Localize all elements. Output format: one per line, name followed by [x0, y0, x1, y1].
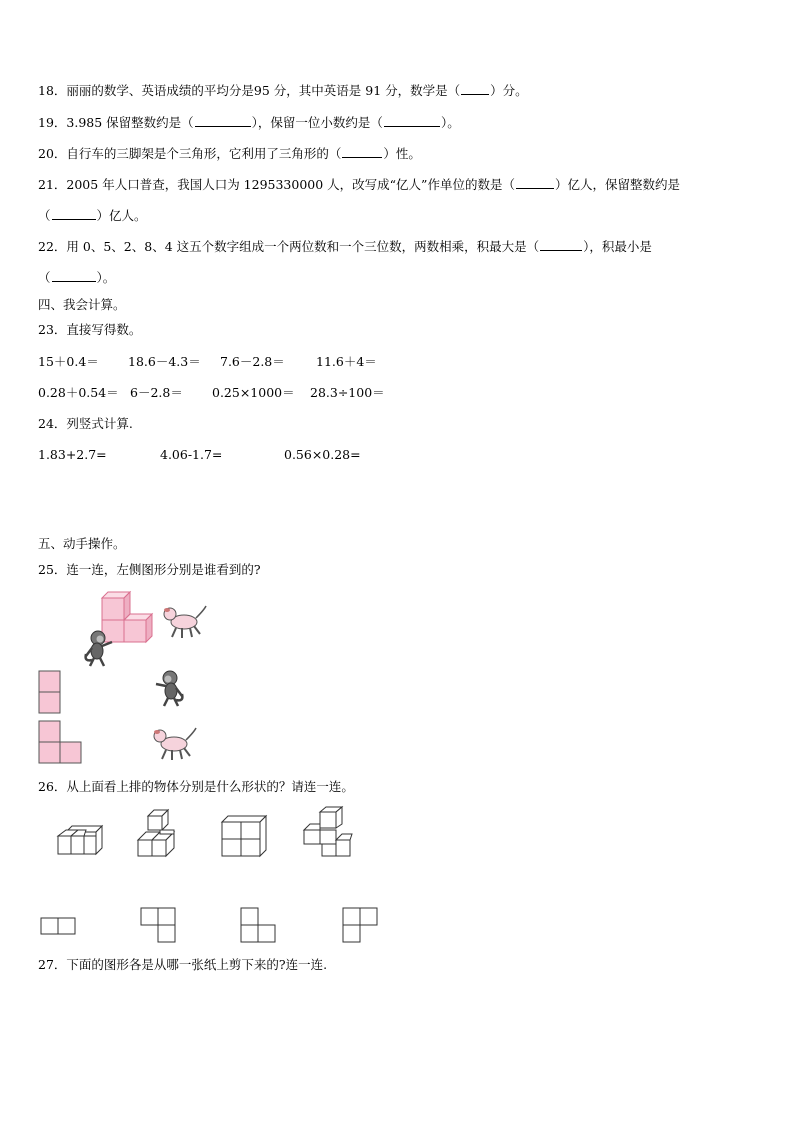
- q24-item: 0.56×0.28=: [284, 447, 361, 462]
- q26-object-2: [134, 808, 184, 860]
- q18-text-a: 18．丽丽的数学、英语成绩的平均分是95 分，其中英语是 91 分，数学是（: [38, 83, 461, 98]
- q18-answer-blank[interactable]: [461, 83, 489, 95]
- q21-text-b: ）亿人，保留整数约是: [554, 177, 680, 192]
- q22-answer-blank-2[interactable]: [52, 270, 96, 282]
- q26-object-3: [218, 812, 270, 858]
- q23-item: 6－2.8＝: [130, 385, 183, 400]
- q26-view-2: [140, 907, 176, 943]
- q23-item: 15＋0.4＝: [38, 354, 99, 369]
- q26-object-1: [56, 818, 106, 858]
- q24-title: 24．列竖式计算.: [38, 416, 133, 431]
- q18-text-b: ）分。: [490, 83, 528, 98]
- q23-item: 0.28＋0.54＝: [38, 385, 119, 400]
- monkey-icon: [152, 670, 186, 708]
- view-shape-l: [38, 720, 84, 766]
- q23-item: 0.25×1000＝: [212, 385, 295, 400]
- question-22-cont: [38, 270, 115, 286]
- section-5-title: 五、动手操作。: [38, 536, 126, 551]
- question-20: [38, 146, 421, 162]
- q26-view-4: [342, 907, 378, 943]
- dog-icon: [160, 604, 210, 640]
- q23-item: 18.6－4.3＝: [128, 354, 201, 369]
- q22-text-c: （: [38, 270, 51, 285]
- q22-text-a: 22．用 0、5、2、8、4 这五个数字组成一个两位数和一个三位数，两数相乘，积最大是（: [38, 239, 540, 254]
- q19-text-a: 19．3.985 保留整数约是（: [38, 115, 194, 130]
- q26-view-3: [240, 907, 276, 943]
- view-shape-vertical: [38, 670, 62, 714]
- q21-text-d: ）亿人。: [96, 208, 147, 223]
- q21-text-a: 21．2005 年人口普查，我国人口为 1295330000 人，改写成“亿人”作单位的数是（: [38, 177, 515, 192]
- monkey-icon: [82, 630, 116, 668]
- q23-row-1: [38, 354, 738, 370]
- q25-title: 25．连一连，左侧图形分别是谁看到的?: [38, 562, 261, 577]
- dog-icon: [150, 726, 200, 762]
- q23-item: 28.3÷100＝: [310, 385, 385, 400]
- question-19: [38, 115, 460, 131]
- q26-object-4: [298, 806, 354, 860]
- q21-answer-blank-2[interactable]: [52, 208, 96, 220]
- q23-title: 23．直接写得数。: [38, 322, 142, 337]
- q19-answer-blank-1[interactable]: [195, 115, 251, 127]
- question-21-cont: [38, 208, 147, 224]
- q24-item: 4.06-1.7=: [160, 447, 223, 462]
- q24-item: 1.83+2.7=: [38, 447, 107, 462]
- q21-text-c: （: [38, 208, 51, 223]
- q27-title: 27．下面的图形各是从哪一张纸上剪下来的?连一连.: [38, 957, 328, 972]
- q22-text-d: ）。: [96, 270, 116, 285]
- q19-answer-blank-2[interactable]: [384, 115, 440, 127]
- question-22: [38, 239, 652, 255]
- q22-text-b: ），积最小是: [583, 239, 652, 254]
- q20-text-a: 20．自行车的三脚架是个三角形，它利用了三角形的（: [38, 146, 342, 161]
- q21-answer-blank-1[interactable]: [516, 177, 554, 189]
- question-18: [38, 83, 528, 99]
- q19-text-c: ）。: [440, 115, 460, 130]
- q19-text-b: ），保留一位小数约是（: [251, 115, 383, 130]
- q24-row: [38, 447, 738, 463]
- section-4-title: 四、我会计算。: [38, 297, 126, 312]
- question-21: [38, 177, 680, 193]
- q22-answer-blank-1[interactable]: [540, 239, 582, 251]
- q20-text-b: ）性。: [383, 146, 421, 161]
- q23-item: 7.6－2.8＝: [220, 354, 285, 369]
- q20-answer-blank[interactable]: [342, 146, 382, 158]
- q26-title: 26．从上面看上排的物体分别是什么形状的？请连一连。: [38, 779, 354, 794]
- q23-item: 11.6＋4＝: [316, 354, 377, 369]
- q26-view-1: [40, 917, 76, 935]
- q23-row-2: [38, 385, 738, 401]
